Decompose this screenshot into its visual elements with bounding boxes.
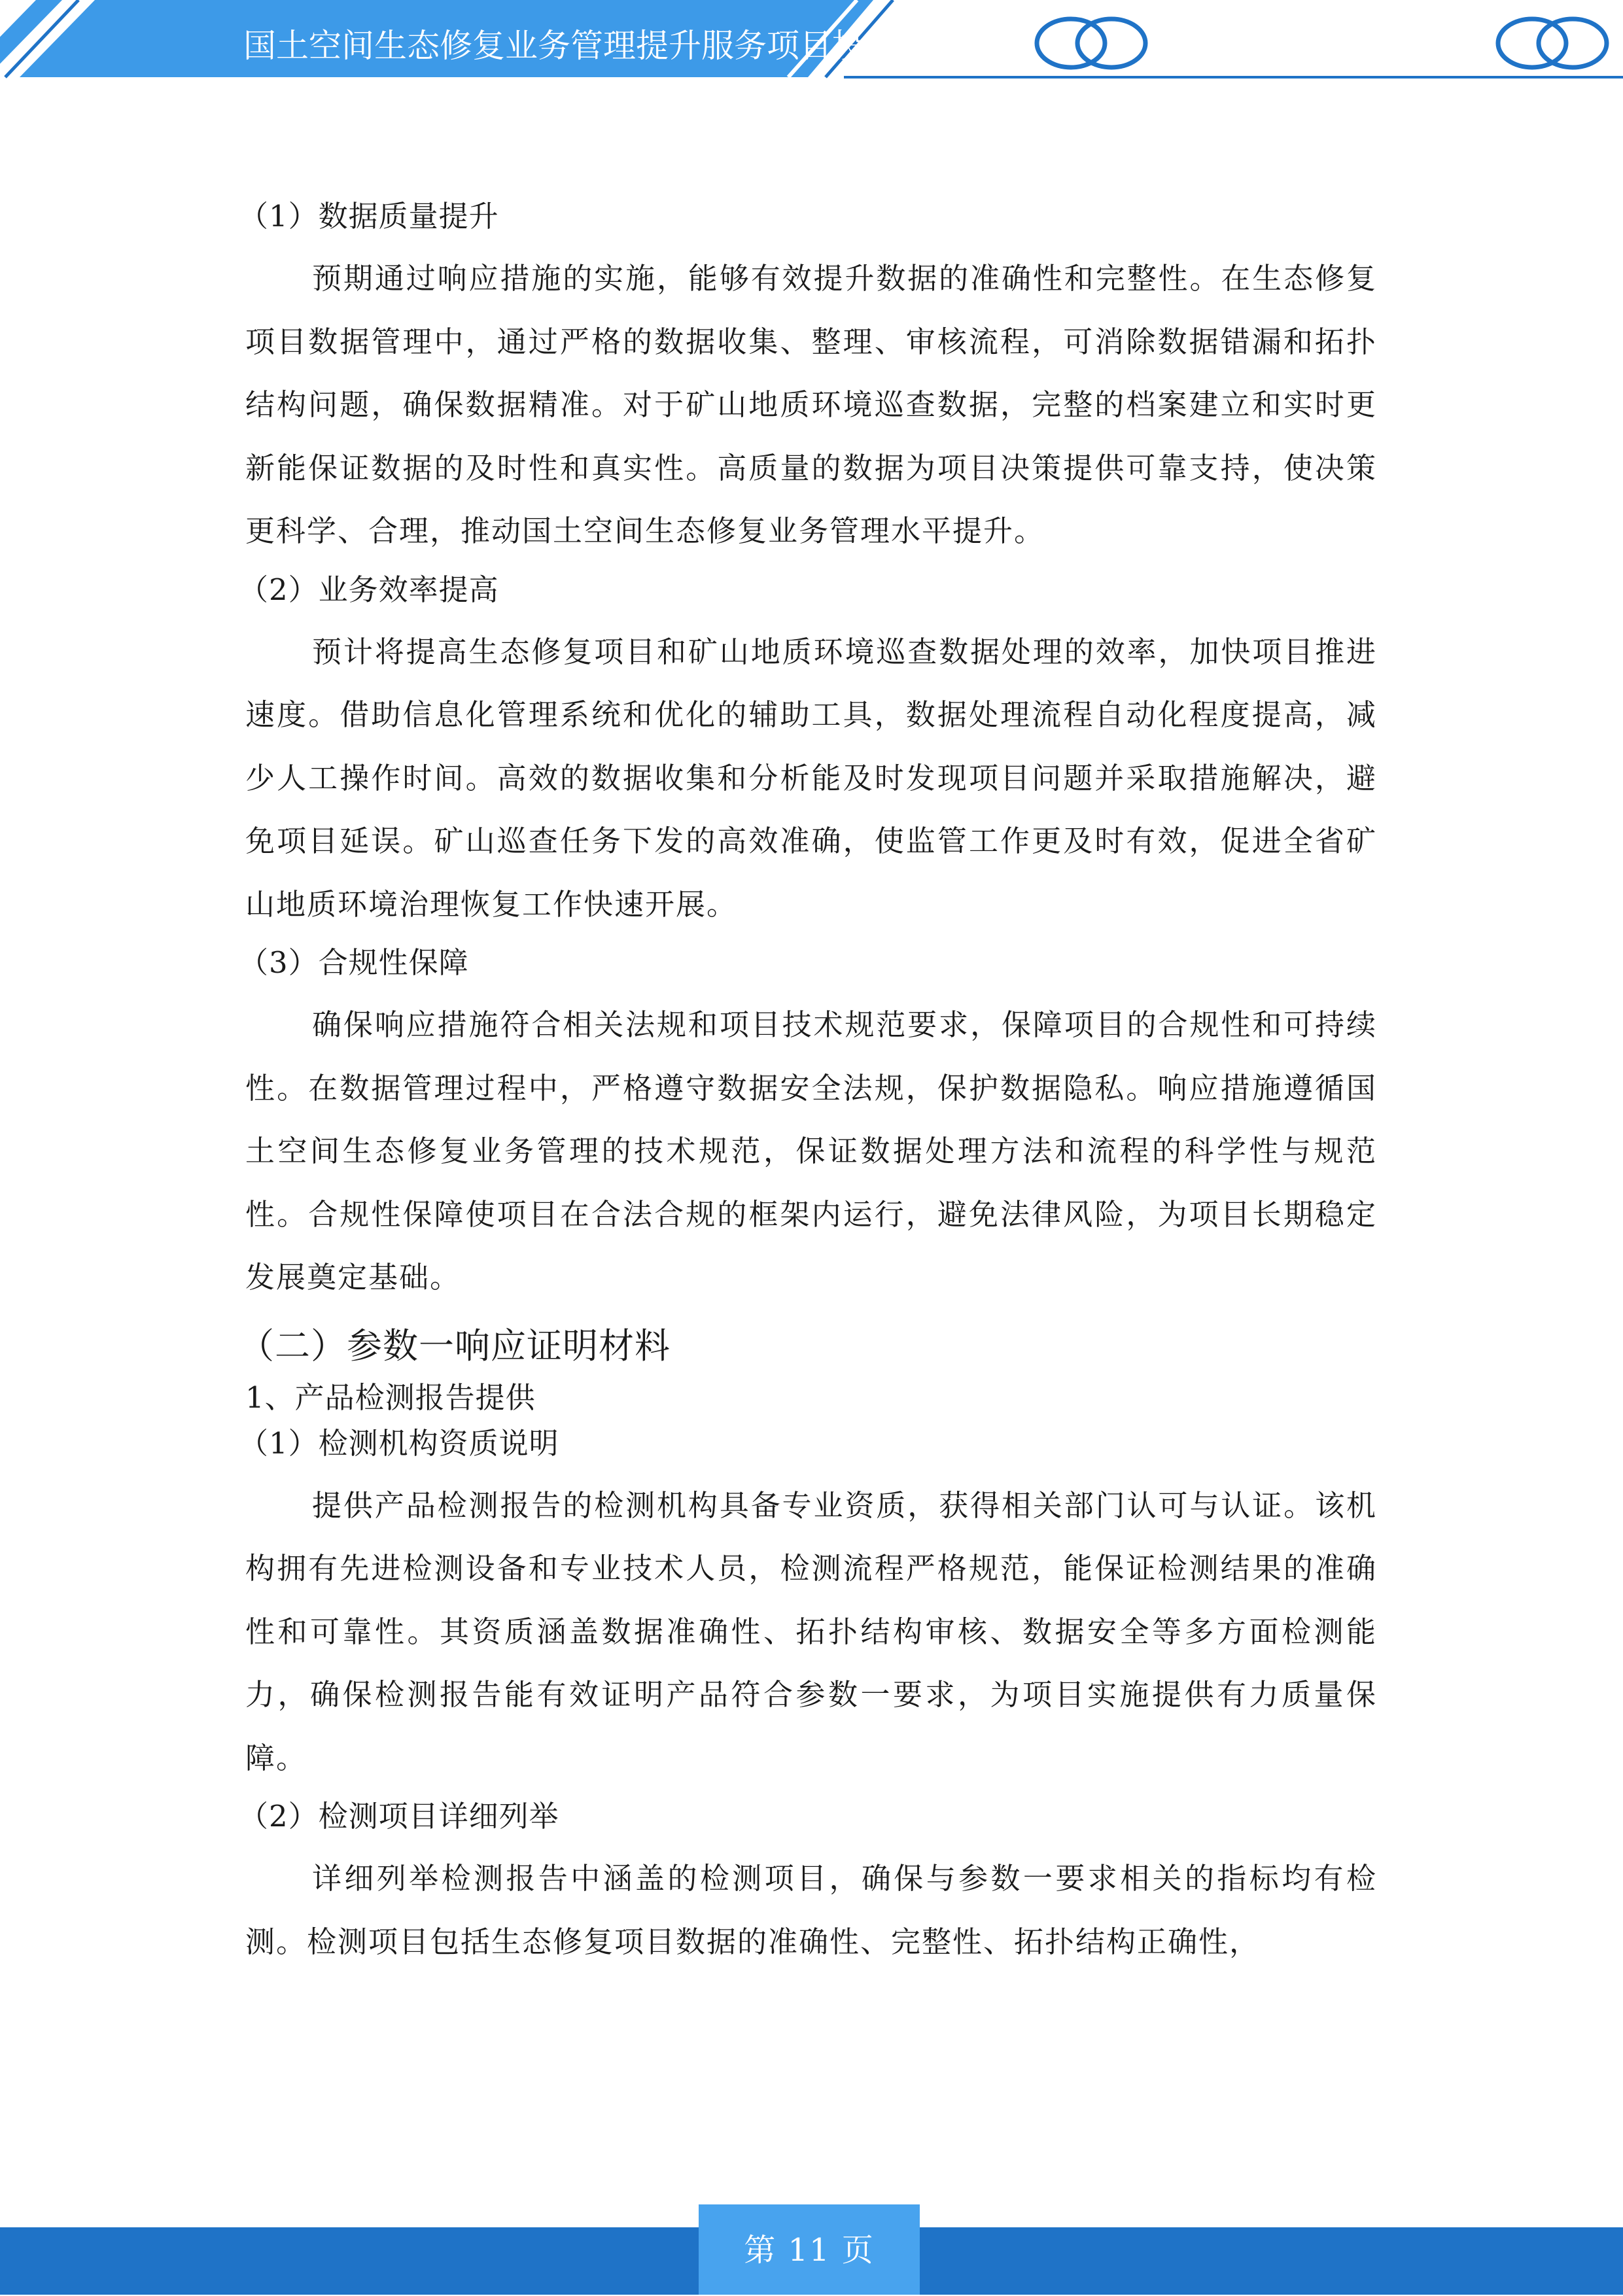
section-heading-test-items: （2）检测项目详细列举 [239,1799,559,1834]
paragraph-compliance: 确保响应措施符合相关法规和项目技术规范要求，保障项目的合规性和可持续性。在数据管理过程中，严格遵守数据安全法规，保护数据隐私。响应措施遵循国土空间生态修复业务管理的技术规范，保证数据处理方法和流程的科学性与规范性。合规性保障使项目在合法合规的框架内运行，避免法律风险，为项目长期稳定发展奠定基础。 [245,1007,1377,1295]
rings-logo-icon-right [1492,14,1616,73]
paragraph-agency-qualification: 提供产品检测报告的检测机构具备专业资质，获得相关部门认可与认证。该机构拥有先进检测设备和专业技术人员，检测流程严格规范，能保证检测结果的准确性和可靠性。其资质涵盖数据准确性、拓扑结构审核、数据安全等多方面检测能力，确保检测报告能有效证明产品符合参数一要求，为项目实施提供有力质量保障。 [245,1487,1377,1775]
paragraph-efficiency: 预计将提高生态修复项目和矿山地质环境巡查数据处理的效率，加快项目推进速度。借助信息化管理系统和优化的辅助工具，数据处理流程自动化程度提高，减少人工操作时间。高效的数据收集和分析能及时发现项目问题并采取措施解决，避免项目延误。矿山巡查任务下发的高效准确，使监管工作更及时有效，促进全省矿山地质环境治理恢复工作快速开展。 [245,634,1377,922]
section-heading-compliance: （3）合规性保障 [239,945,469,980]
chapter-heading: （二）参数一响应证明材料 [239,1325,671,1366]
section-heading-efficiency: （2）业务效率提高 [239,572,499,607]
header-title: 国土空间生态修复业务管理提升服务项目投标文件 [243,27,963,65]
page-header [0,0,1623,85]
subsection-heading-test-report: 1、产品检测报告提供 [245,1380,536,1415]
section-heading-data-quality: （1）数据质量提升 [239,199,499,234]
section-heading-agency-qualification: （1）检测机构资质说明 [239,1425,559,1461]
document-body [239,190,1377,1980]
paragraph-data-quality: 预期通过响应措施的实施，能够有效提升数据的准确性和完整性。在生态修复项目数据管理中，通过严格的数据收集、整理、审核流程，可消除数据错漏和拓扑结构问题，确保数据精准。对于矿山地质环境巡查数据，完整的档案建立和实时更新能保证数据的及时性和真实性。高质量的数据为项目决策提供可靠支持，使决策更科学、合理，推动国土空间生态修复业务管理水平提升。 [245,261,1377,548]
page-number: 第 11 页 [699,2204,920,2295]
paragraph-test-items: 详细列举检测报告中涵盖的检测项目，确保与参数一要求相关的指标均有检测。检测项目包括生态修复项目数据的准确性、完整性、拓扑结构正确性， [245,1861,1377,1959]
rings-logo-icon [1030,14,1155,73]
